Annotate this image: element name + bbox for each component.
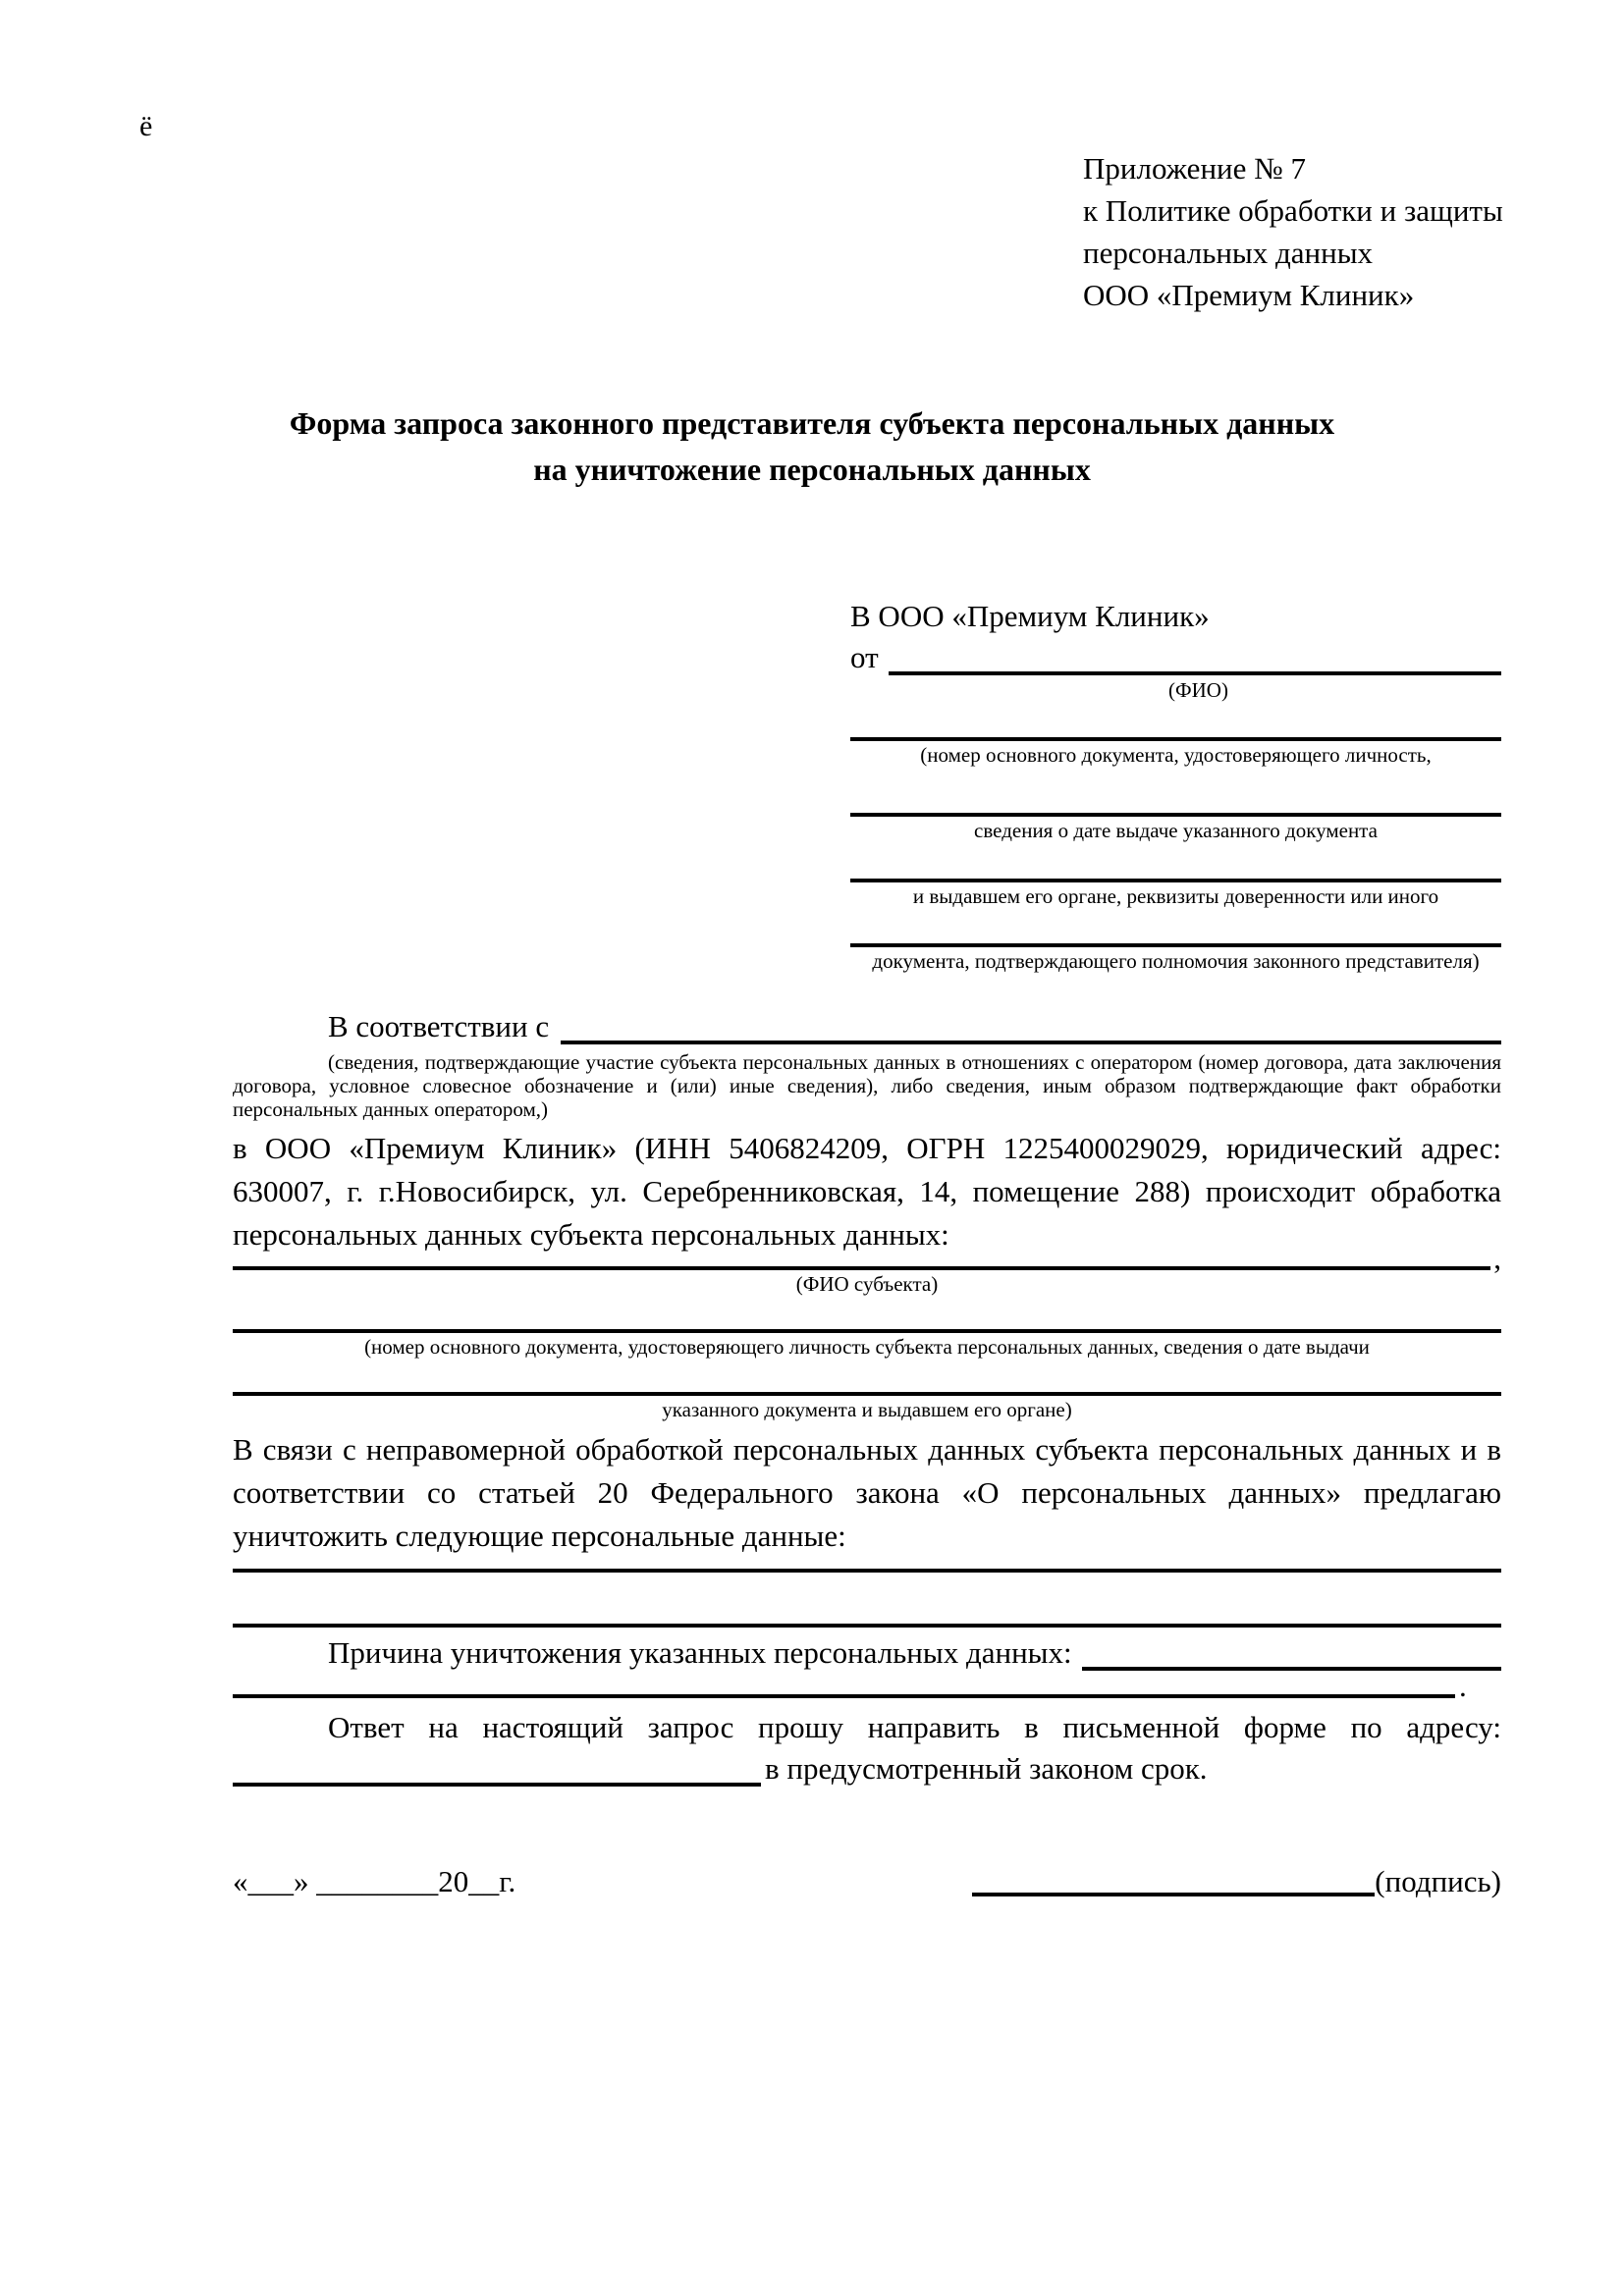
subject-lines-block	[233, 1241, 1501, 1422]
title-line-1: Форма запроса законного представителя субъекта персональных данных	[289, 405, 1335, 441]
appendix-line: ООО «Премиум Клиник»	[1083, 278, 1415, 312]
reason-field-row	[233, 1633, 1501, 1671]
line-caption: документа, подтверждающего полномочия законного представителя)	[872, 949, 1480, 973]
date-line: «___» ________20__г.	[233, 1864, 516, 1898]
reply-section	[233, 1706, 1501, 1787]
line-caption: сведения о дате выдаче указанного документа	[974, 819, 1378, 842]
addressee-organization: В ООО «Премиум Клиник»	[850, 599, 1210, 633]
blank-line-subject-fio-row	[233, 1241, 1501, 1275]
blank-line-reason-continued	[233, 1694, 1455, 1698]
reason-lead: Причина уничтожения указанных персональных данных:	[328, 1635, 1072, 1670]
document-title	[0, 400, 1624, 493]
trailing-comma: ,	[1493, 1241, 1501, 1275]
signature-caption: (подпись)	[1375, 1864, 1501, 1898]
blank-line-issuing-authority	[850, 879, 1501, 882]
blank-line-data-2	[233, 1624, 1501, 1628]
blank-line-subject-document	[233, 1329, 1501, 1333]
line-caption: указанного документа и выдавшем его органе)	[662, 1398, 1072, 1421]
addressee-block	[850, 595, 1501, 974]
blank-line-address	[233, 1783, 761, 1787]
line-caption: (номер основного документа, удостоверяющего личность,	[920, 743, 1432, 767]
line-caption: (номер основного документа, удостоверяющего личность субъекта персональных данных, сведения о дате выдачи	[364, 1335, 1370, 1359]
trailing-period: .	[1459, 1669, 1467, 1703]
stray-character: ё	[139, 110, 153, 142]
accordance-field-row	[233, 1009, 1501, 1044]
from-label: от	[850, 640, 879, 674]
footer-row	[233, 1863, 1501, 1900]
blank-line-data-1	[233, 1569, 1501, 1573]
line-caption-subject-fio: (ФИО субъекта)	[795, 1272, 939, 1296]
reply-lead: Ответ на настоящий запрос прошу направить в письменной форме по адресу:	[328, 1710, 1501, 1744]
appendix-line: к Политике обработки и защиты	[1083, 193, 1503, 228]
blank-line-fio	[889, 671, 1501, 675]
appendix-line: Приложение № 7	[1083, 151, 1306, 186]
line-caption: и выдавшем его органе, реквизиты доверенности или иного	[912, 884, 1439, 908]
signature-line	[972, 1893, 1375, 1896]
signature-block	[972, 1863, 1501, 1900]
operator-paragraph: в ООО «Премиум Клиник» (ИНН 5406824209, ОГРН 1225400029029, юридический адрес: 630007, г. г.Новосибирск, ул. Серебренниковская, 14, помещение 288) происходит обработка персональных данных субъекта персональных данных:	[233, 1131, 1501, 1252]
blank-line-document-number	[850, 737, 1501, 741]
blank-line-accordance	[561, 1041, 1501, 1044]
title-line-2: на уничтожение персональных данных	[533, 452, 1091, 487]
reply-tail: в предусмотренный законом срок.	[765, 1751, 1208, 1786]
accordance-section	[233, 1009, 1501, 1121]
reply-address-row	[233, 1751, 1501, 1787]
blank-line-issue-date	[850, 813, 1501, 817]
line-caption-fio: (ФИО)	[1168, 678, 1228, 702]
blank-line-reason	[1082, 1667, 1501, 1671]
appendix-header	[1083, 147, 1503, 316]
blank-line-subject-authority	[233, 1392, 1501, 1396]
from-field-row	[850, 640, 1501, 675]
blank-line-subject-fio	[233, 1266, 1490, 1270]
blank-line-reason-continued-row	[233, 1669, 1501, 1703]
appendix-line: персональных данных	[1083, 236, 1374, 270]
accordance-lead: В соответствии с	[328, 1009, 550, 1043]
accordance-note: (сведения, подтверждающие участие субъекта персональных данных в отношениях с оператором (номер договора, дата заключения договора, условное словесное обозначение и (или) иные сведения), либо сведения, иным образом подтверждающие факт обработки персональных данных оператором,)	[233, 1050, 1501, 1121]
demand-paragraph: В связи с неправомерной обработкой персональных данных субъекта персональных данных и в соответствии со статьей 20 Федерального закона «О персональных данных» предлагаю уничтожить следующие персональные данные:	[233, 1432, 1501, 1553]
blank-line-authority-document	[850, 943, 1501, 947]
